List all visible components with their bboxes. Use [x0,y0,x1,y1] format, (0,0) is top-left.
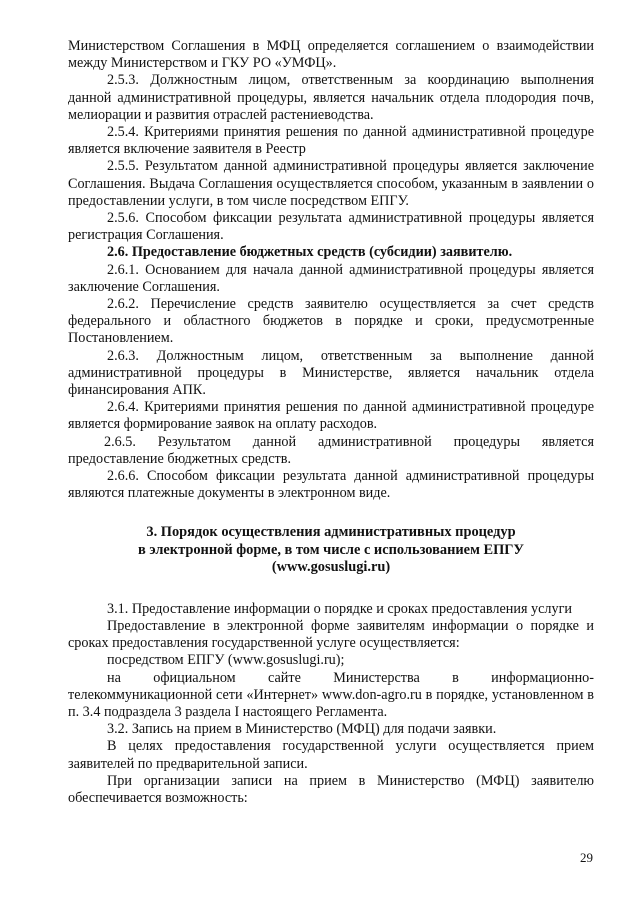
paragraph: В целях предоставления государственной услуги осуществляется прием заявителей по предварительной записи. [68,738,594,772]
paragraph-2-6-6: 2.6.6. Способом фиксации результата данной административной процедуры являются платежные документы в электронном виде. [68,468,594,502]
document-page [68,38,594,807]
paragraph-2-5-5: 2.5.5. Результатом данной административной процедуры является заключение Соглашения. Выдача Соглашения осуществляется способом, указанным в заявлении о предоставлении услуги, в том числе посредством ЕПГУ. [68,158,594,209]
paragraph: Министерством Соглашения в МФЦ определяется соглашением о взаимодействии между Министерством и ГКУ РО «УМФЦ». [68,38,594,72]
paragraph-2-6-1: 2.6.1. Основанием для начала данной административной процедуры является заключение Соглашения. [68,261,594,295]
paragraph: При организации записи на прием в Министерство (МФЦ) заявителю обеспечивается возможность: [68,772,594,806]
paragraph-2-6-2: 2.6.2. Перечисление средств заявителю осуществляется за счет средств федерального и областного бюджетов в порядке и сроки, предусмотренные Постановлением. [68,296,594,347]
paragraph: Предоставление в электронной форме заявителям информации о порядке и сроках предоставления государственной услуге осуществляется: [68,617,594,652]
page-number: 29 [580,850,593,865]
paragraph-list-item: посредством ЕПГУ (www.gosuslugi.ru); [107,652,345,669]
paragraph-3-1: 3.1. Предоставление информации о порядке и сроках предоставления услуги [107,600,573,617]
section-title-line: 3. Порядок осуществления административных процедур [146,524,516,541]
section-title [68,524,594,576]
subsection-heading-2-6: 2.6. Предоставление бюджетных средств (субсидии) заявителю. [107,244,513,261]
paragraph-2-6-4: 2.6.4. Критериями принятия решения по данной административной процедуре является формирование заявок на оплату расходов. [68,399,594,433]
paragraph-2-5-6: 2.5.6. Способом фиксации результата административной процедуры является регистрация Соглашения. [68,210,594,244]
paragraph-2-5-3: 2.5.3. Должностным лицом, ответственным за координацию выполнения данной административной процедуры, является начальник отдела плодородия почв, мелиорации и развития отраслей растениеводства. [68,72,594,123]
paragraph-2-6-3: 2.6.3. Должностным лицом, ответственным за выполнение данной административной процедуры в Министерстве, является начальник отдела финансирования АПК. [68,347,594,399]
paragraph-2-6-5: 2.6.5. Результатом данной административной процедуры является предоставление бюджетных средств. [68,433,594,467]
paragraph-3-2: 3.2. Запись на прием в Министерство (МФЦ) для подачи заявки. [107,721,497,738]
section-title-line: в электронной форме, в том числе с использованием ЕПГУ [138,541,524,558]
paragraph-list-item: на официальном сайте Министерства в информационно-телекоммуникационной сети «Интернет» www.don-agro.ru в порядке, установленном в п. 3.4 подраздела 3 раздела I настоящего Регламента. [68,669,594,720]
paragraph-2-5-4: 2.5.4. Критериями принятия решения по данной административной процедуре является включение заявителя в Реестр [68,124,594,158]
section-title-line: (www.gosuslugi.ru) [271,559,391,576]
